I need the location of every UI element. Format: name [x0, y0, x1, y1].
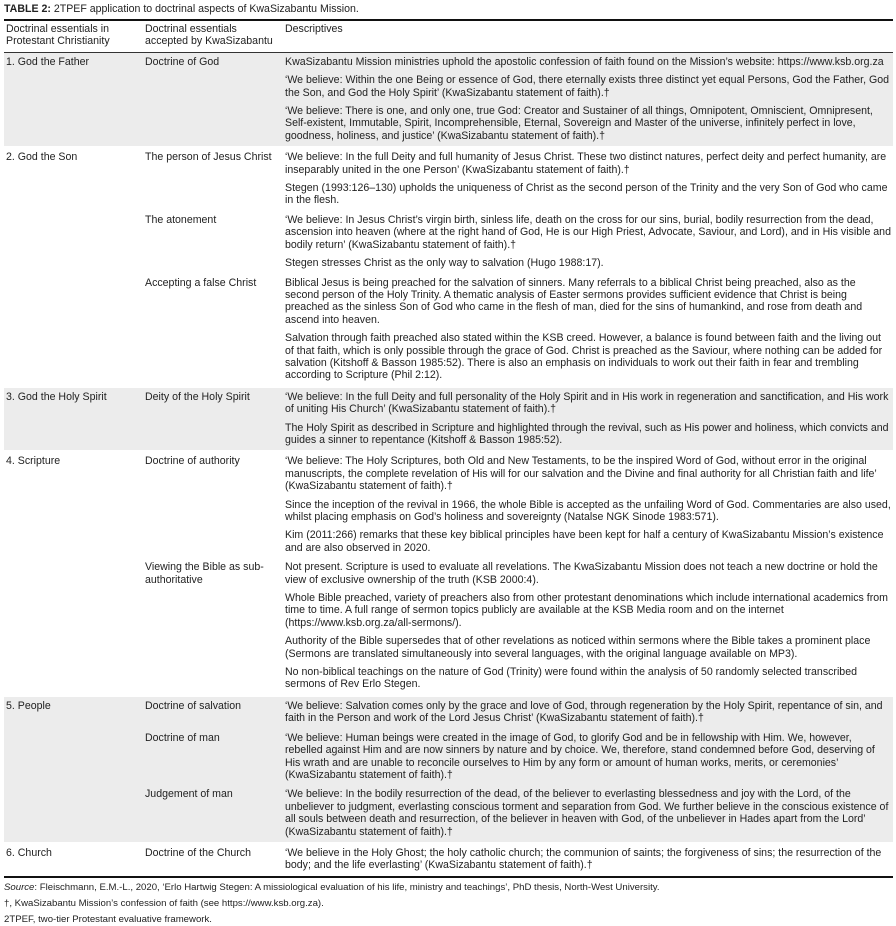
- descriptive-paragraph: The Holy Spirit as described in Scripture and highlighted through the revival, such as His power and holiness, which convicts and guides a sinner to repentance (Kitshoff & Basson 1985:52).: [285, 421, 889, 446]
- ksb-essential-cell: The atonement: [145, 213, 217, 226]
- protestant-essential-cell: [4, 558, 143, 696]
- descriptives-cell: [283, 558, 893, 696]
- descriptives-cell: [283, 147, 893, 211]
- table-title: 2TPEF application to doctrinal aspects of KwaSizabantu Mission.: [53, 3, 359, 15]
- source-label: Source: [4, 881, 35, 893]
- descriptive-paragraph: No non-biblical teachings on the nature of God (Trinity) were found within the analysis of 50 randomly selected transcribed sermons of Rev Erlo Stegen.: [285, 666, 857, 691]
- table-row: [4, 211, 893, 274]
- doctrinal-table: [4, 19, 893, 878]
- table-row: [4, 147, 893, 211]
- table-body: [4, 52, 893, 876]
- descriptive-paragraph: ‘We believe: In the full Deity and full personality of the Holy Spirit and in His work in regeneration and sanctification, and His work of uniting His Church’ (KwaSizabantu statement of faith).†: [285, 390, 889, 416]
- source-note: [4, 882, 893, 894]
- table-row: [4, 558, 893, 696]
- protestant-essential-cell: 2. God the Son: [4, 147, 143, 211]
- descriptive-paragraph: Whole Bible preached, variety of preachers also from other protestant denominations which include international academics from time to time. A full range of sermon topics publicly are available at the KSB Media room and on the internet (https://www.ksb.org.za/all-sermons/).: [285, 592, 888, 629]
- protestant-essential-cell: 4. Scripture: [4, 451, 143, 558]
- protestant-essential-cell: [4, 729, 143, 786]
- source-text: : Fleischmann, E.M.-L., 2020, ‘Erlo Hartwig Stegen: A missiological evaluation of his life, ministry and teachings’, PhD thesis, North-West University.: [34, 881, 660, 893]
- descriptives-cell: [283, 211, 893, 274]
- descriptives-cell: [283, 274, 893, 387]
- table-label: TABLE 2:: [4, 3, 51, 15]
- table-notes: [4, 882, 893, 926]
- table-row: [4, 843, 893, 877]
- ksb-essential-cell: The person of Jesus Christ: [143, 147, 283, 211]
- descriptive-paragraph: KwaSizabantu Mission ministries uphold the apostolic confession of faith found on the Mission’s website: https://www.ksb.org.za: [285, 55, 884, 68]
- table-row: [4, 451, 893, 558]
- descriptive-paragraph: ‘We believe: In the full Deity and full humanity of Jesus Christ. These two distinct natures, perfect deity and perfect humanity, are inseparably united in the one Person’ (KwaSizabantu statement of faith).†: [285, 151, 887, 176]
- descriptive-paragraph: ‘We believe: In the bodily resurrection of the dead, of the believer to everlasting blessedness and joy with the Lord, of the unbeliever to judgment, everlasting conscious torment and separation from God. We further believe in the conscious existence of all souls between death and resurrection, of the believer in heaven with God, of the unbeliever in Hades apart from the Lord’ (KwaSizabantu statement of faith).†: [285, 788, 889, 838]
- descriptive-paragraph: ‘We believe: Human beings were created in the image of God, to glorify God and be in fellowship with Him. We, however, rebelled against Him and are now sinners by nature and by choice. We, therefore, stand condemned before God, deserving of His wrath and are unable to reconcile ourselves to Him by any form or amount of human works, merits, or ceremonies’ (KwaSizabantu statement of faith).†: [285, 731, 875, 781]
- descriptive-paragraph: Stegen stresses Christ as the only way to salvation (Hugo 1988:17).: [285, 257, 604, 270]
- ksb-essential-cell: Doctrine of salvation: [143, 696, 283, 729]
- ksb-essential-cell: Doctrine of the Church: [143, 843, 283, 877]
- descriptive-paragraph: ‘We believe: Salvation comes only by the grace and love of God, through regeneration by the Holy Spirit, repentance of sin, and faith in the Person and work of the Lord Jesus Christ’ (KwaSizabantu statement of faith).†: [285, 699, 883, 725]
- descriptives-cell: [283, 785, 893, 843]
- header-ksb-essentials: Doctrinal essentials accepted by KwaSizabantu: [143, 20, 283, 52]
- header-row: [4, 20, 893, 52]
- descriptive-paragraph: ‘We believe: There is one, and only one, true God: Creator and Sustainer of all things, Omnipotent, Omniscient, Omnipresent, Self-existent, Immutable, Spirit, Incomprehensible, Eternal, Sovereign and Master of the universe, infinitely perfect in love, goodness, holiness, and justice’ (KwaSizabantu statement of faith).†: [285, 105, 873, 142]
- ksb-essential-cell: Doctrine of authority: [143, 451, 283, 558]
- descriptives-cell: [283, 52, 893, 147]
- protestant-essential-cell: 6. Church: [4, 843, 143, 877]
- protestant-essential-cell: [4, 274, 143, 387]
- descriptive-paragraph: ‘We believe: The Holy Scriptures, both Old and New Testaments, to be the inspired Word of God, without error in the original manuscripts, the complete revelation of His will for our salvation and the Divine and final authority for all Christian faith and life’ (KwaSizabantu statement of faith).†: [285, 455, 877, 493]
- descriptive-paragraph: ‘We believe: Within the one Being or essence of God, there eternally exists three distinct yet equal Persons, God the Father, God the Son, and God the Holy Spirit’ (KwaSizabantu statement of faith).†: [285, 74, 889, 99]
- header-descriptives: Descriptives: [283, 20, 893, 52]
- descriptive-paragraph: Kim (2011:266) remarks that these key biblical principles have been kept for half a century of KwaSizabantu Mission’s existence and are also observed in 2020.: [285, 529, 884, 554]
- dagger-note: †, KwaSizabantu Mission’s confession of faith (see https://www.ksb.org.za).: [4, 897, 324, 909]
- protestant-essential-cell: 3. God the Holy Spirit: [4, 387, 143, 452]
- abbreviation-note: 2TPEF, two-tier Protestant evaluative framework.: [4, 913, 212, 925]
- ksb-essential-cell: Doctrine of God: [143, 52, 283, 147]
- table-row: [4, 729, 893, 786]
- descriptive-paragraph: Since the inception of the revival in 1966, the whole Bible is accepted as the unfailing Word of God. Commentaries are also used, whilst placing emphasis on God’s holiness and sovereignty (Natalse NGK Sinode 1983:571).: [285, 498, 891, 523]
- ksb-essential-cell: Judgement of man: [143, 785, 283, 843]
- descriptive-paragraph: Salvation through faith preached also stated within the KSB creed. However, a balance is found between faith and the living out of that faith, which is only possible through the grace of God. Christ is preached as the Saviour, where nothing can be added for salvation (Kitshoff & Basson 1985:52). There is also an emphasis on individuals to work out their faith in fear and trembling according to Scripture (Phil 2:12).: [285, 332, 883, 382]
- table-row: [4, 696, 893, 729]
- table-row: [4, 387, 893, 452]
- descriptive-paragraph: ‘We believe in the Holy Ghost; the holy catholic church; the communion of saints; the forgiveness of sins; the resurrection of the body; and the life everlasting’ (KwaSizabantu statement of faith).†: [285, 846, 882, 872]
- table-row: [4, 52, 893, 147]
- protestant-essential-cell: 1. God the Father: [4, 52, 143, 147]
- descriptive-paragraph: ‘We believe: In Jesus Christ’s virgin birth, sinless life, death on the cross for our sins, burial, bodily resurrection from the dead, ascension into heaven (where at the right hand of God, He is our High Priest, Advocate, Saviour, and Lord), and in His visible and bodily return’ (KwaSizabantu statement of faith).†: [285, 213, 891, 251]
- descriptives-cell: [283, 729, 893, 786]
- ksb-essential-cell: Accepting a false Christ: [145, 276, 257, 289]
- protestant-essential-cell: 5. People: [4, 696, 143, 729]
- ksb-essential-cell: Deity of the Holy Spirit: [143, 387, 283, 452]
- descriptives-cell: [283, 696, 893, 729]
- ksb-essential-cell: Doctrine of man: [143, 729, 283, 786]
- descriptives-cell: [283, 451, 893, 558]
- ksb-essential-cell: Viewing the Bible as sub-authoritative: [145, 561, 264, 586]
- protestant-essential-cell: [4, 211, 143, 274]
- header-protestant-essentials: Doctrinal essentials in Protestant Christianity: [4, 20, 143, 52]
- descriptive-paragraph: Stegen (1993:126–130) upholds the uniqueness of Christ as the second person of the Trinity and the very Son of God who came in the flesh.: [285, 182, 888, 207]
- table-row: [4, 785, 893, 843]
- descriptive-paragraph: Biblical Jesus is being preached for the salvation of sinners. Many referrals to a biblical Christ being preached, also as the second person of the Holy Trinity. A thematic analysis of Easter sermons provides sufficient evidence that Christ is being preached as the sinless Son of God who came in the flesh of man, died for the sins of humankind, and rose from death and ascend into heaven.: [285, 276, 863, 326]
- descriptives-cell: [283, 387, 893, 452]
- descriptive-paragraph: Not present. Scripture is used to evaluate all revelations. The KwaSizabantu Mission does not teach a new doctrine or hold the view of exclusive ownership of the truth (KSB 2000:4).: [285, 561, 878, 586]
- descriptive-paragraph: Authority of the Bible supersedes that of other revelations as noticed within sermons where the Bible takes a prominent place (Sermons are translated simultaneously into several languages, with the original language available on MP3).: [285, 635, 871, 660]
- descriptives-cell: [283, 843, 893, 877]
- table-row: [4, 274, 893, 387]
- protestant-essential-cell: [4, 785, 143, 843]
- table-caption: [4, 3, 893, 19]
